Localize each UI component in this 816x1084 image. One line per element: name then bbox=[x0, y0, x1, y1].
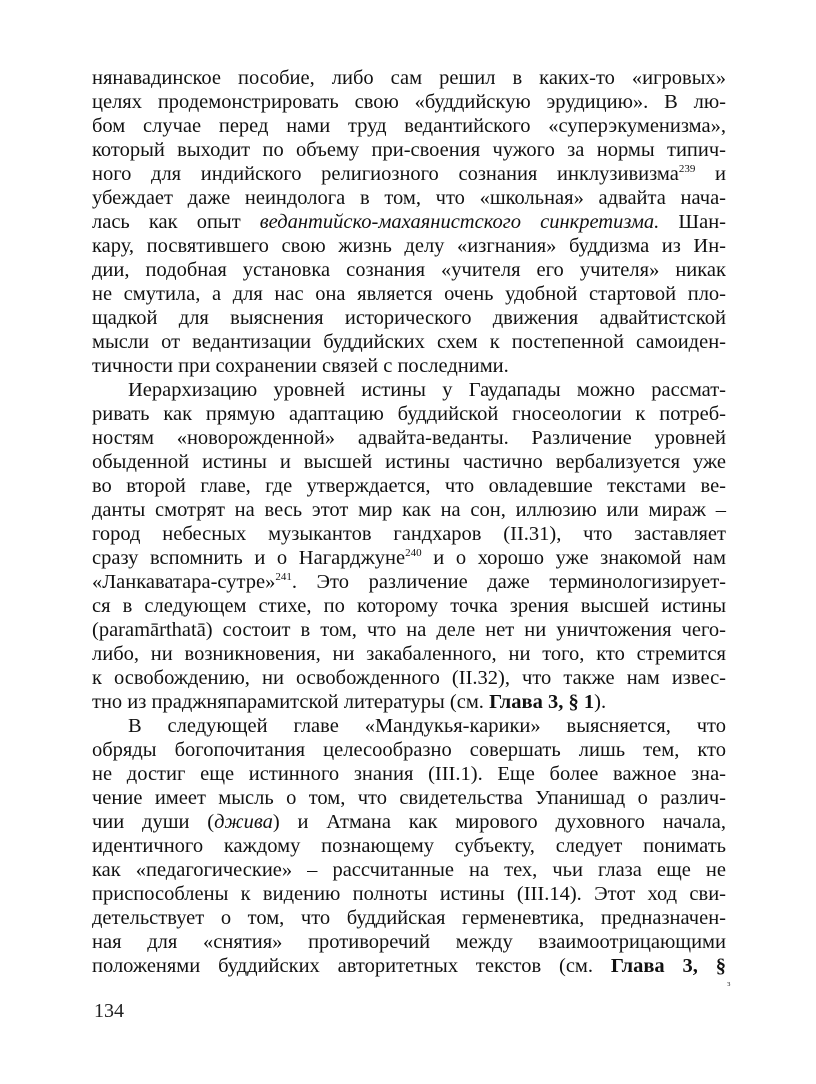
text-line bbox=[92, 954, 726, 978]
text-line: данты смотрят на весь этот мир как на сон, иллюзию или мираж – bbox=[92, 499, 726, 521]
text-line: мысли от ведантизации буддийских схем к постепенной самоиден- bbox=[92, 331, 726, 353]
text-line bbox=[92, 690, 726, 714]
text-line: ривать как прямую адаптацию буддийской гносеологии к потреб- bbox=[92, 403, 726, 425]
text-line: ная для «снятия» противоречий между взаимоотрицающими bbox=[92, 931, 726, 953]
text-line: целях продемонстрировать свою «буддийскую эрудицию». В лю- bbox=[92, 91, 726, 113]
text-fragment: «Ланкаватара-сутре» bbox=[92, 571, 276, 593]
text-line: щадкой для выяснения исторического движения адвайтистской bbox=[92, 307, 726, 329]
text-line: либо, ни возникновения, ни закабаленного, ни того, кто стремится bbox=[92, 643, 726, 665]
footnote-ref: 239 bbox=[678, 163, 696, 175]
text-line: идентичного каждому познающему субъекту, следует понимать bbox=[92, 835, 726, 857]
text-fragment: чии души ( bbox=[92, 811, 215, 833]
text-line bbox=[92, 546, 726, 570]
text-line: как «педагогические» – рассчитанные на тех, чьи глаза еще не bbox=[92, 859, 726, 881]
text-line: город небесных музыкантов гандхаров (II.31), что заставляет bbox=[92, 523, 726, 545]
text-line: ся в следующем стихе, по которому точка зрения высшей истины bbox=[92, 595, 726, 617]
text-line: дии, подобная установка сознания «учителя его учителя» никак bbox=[92, 259, 726, 281]
text-line bbox=[92, 570, 726, 594]
text-line: Иерархизацию уровней истины у Гаудапады можно рассмат- bbox=[128, 379, 726, 401]
bold-reference: Глава 3, § bbox=[610, 955, 726, 977]
page-number: 134 bbox=[94, 1000, 124, 1022]
text-fragment: и bbox=[695, 163, 726, 185]
text-line bbox=[92, 162, 726, 186]
text-line: тичности при сохранении связей с последними. bbox=[92, 355, 509, 377]
text-line: приспособлены к видению полноты истины (III.14). Этот ход сви- bbox=[92, 883, 726, 905]
text-line: ностям «новорожденной» адвайта-веданты. Различение уровней bbox=[92, 427, 726, 449]
text-fragment: и о хорошо уже знакомой нам bbox=[421, 547, 726, 569]
text-line bbox=[92, 810, 726, 834]
footnote-ref: 240 bbox=[405, 547, 422, 559]
text-fragment: . Это различение даже терминологизирует- bbox=[291, 571, 726, 593]
text-line: кару, посвятившего свою жизнь делу «изгнания» буддизма из Ин- bbox=[92, 235, 726, 257]
text-fragment: лась как опыт bbox=[92, 211, 260, 233]
text-line: обряды богопочитания целесообразно совершать лишь тем, кто bbox=[92, 739, 726, 761]
text-line: который выходит по объему при-своения чужого за нормы типич- bbox=[92, 139, 726, 161]
text-fragment: ) и Атмана как мирового духовного начала, bbox=[272, 811, 727, 833]
scan-mark: ᵌ bbox=[727, 979, 731, 994]
text-fragment: тно из праджняпарамитской литературы (см. bbox=[92, 691, 490, 713]
text-line: бом случае перед нами труд ведантийского «суперэкуменизма», bbox=[92, 115, 726, 137]
text-line: к освобождению, ни освобожденного (II.32), что также нам извес- bbox=[92, 667, 726, 689]
text-fragment: ). bbox=[594, 691, 607, 713]
text-line: обыденной истины и высшей истины частично вербализуется уже bbox=[92, 451, 726, 473]
text-line: не достиг еще истинного знания (III.1). Еще более важное зна- bbox=[92, 763, 726, 785]
italic-term: ведантийско-махаянистского синкретизма. bbox=[259, 211, 660, 233]
text-line bbox=[92, 210, 726, 234]
text-fragment: Шан- bbox=[659, 211, 726, 233]
italic-term: джива bbox=[214, 811, 273, 833]
text-line: чение имеет мысль о том, что свидетельства Упанишад о различ- bbox=[92, 787, 726, 809]
page-body bbox=[92, 66, 726, 978]
text-line: убеждает даже неиндолога в том, что «школьная» адвайта нача- bbox=[92, 187, 726, 209]
footnote-ref: 241 bbox=[275, 571, 292, 583]
text-line: нянавадинское пособие, либо сам решил в каких-то «игровых» bbox=[92, 67, 726, 89]
text-fragment: сразу вспомнить и о Нагарджуне bbox=[92, 547, 406, 569]
text-fragment: положенями буддийских авторитетных текстов (см. bbox=[92, 955, 611, 977]
text-line: во второй главе, где утверждается, что овладевшие текстами ве- bbox=[92, 475, 726, 497]
text-line: (paramārthatā) состоит в том, что на деле нет ни уничтожения чего- bbox=[92, 619, 726, 641]
bold-reference: Глава 3, § 1 bbox=[489, 691, 595, 713]
text-line: детельствует о том, что буддийская герменевтика, предназначен- bbox=[92, 907, 726, 929]
text-fragment: ного для индийского религиозного сознания инклузивизма bbox=[92, 163, 679, 185]
text-line: В следующей главе «Мандукья-карики» выясняется, что bbox=[128, 715, 726, 737]
text-line: не смутила, а для нас она является очень удобной стартовой пло- bbox=[92, 283, 726, 305]
